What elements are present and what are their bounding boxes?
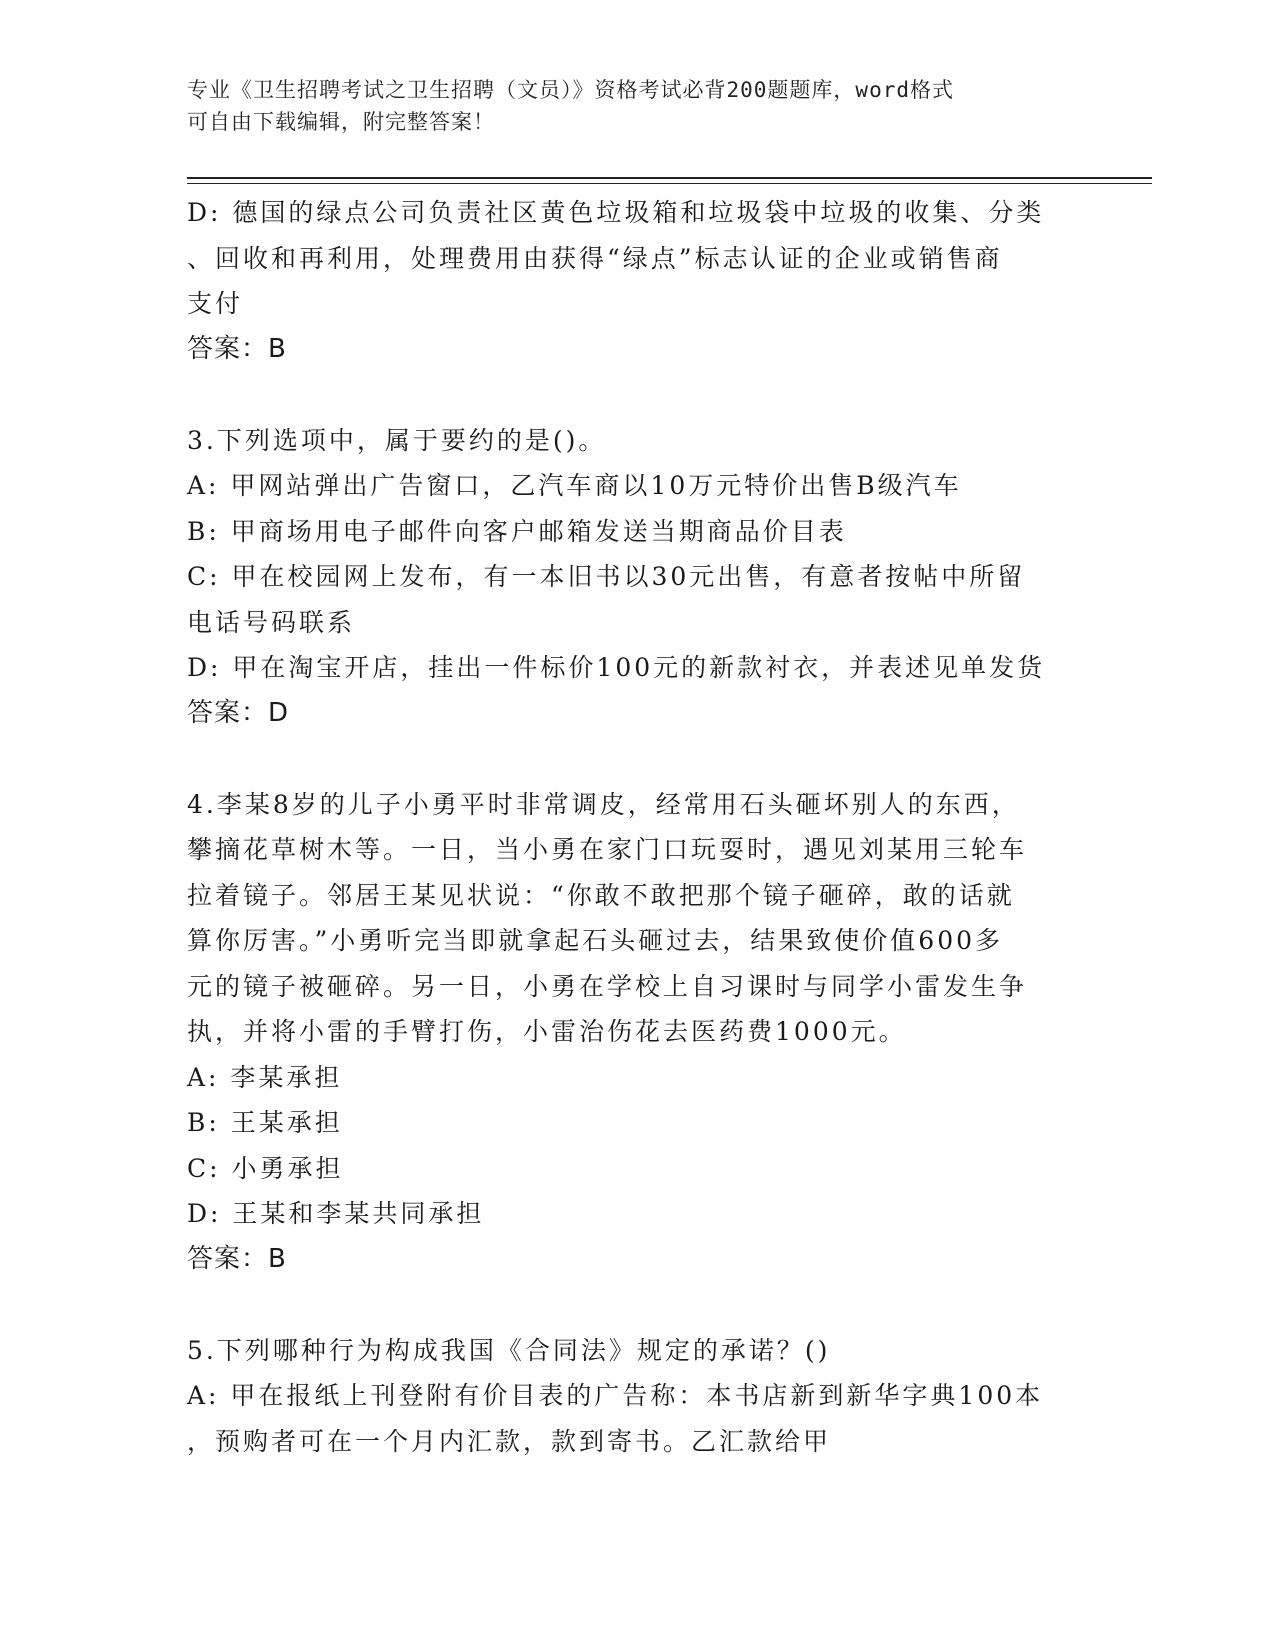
q4-option-d: D: 王某和李某共同承担 <box>187 1199 485 1228</box>
q4-question-line-4: 算你厉害。”小勇听完当即就拿起石头砸过去，结果致使价值600多 <box>187 926 1004 955</box>
q2-answer: 答案：B <box>187 333 287 364</box>
page-header <box>187 74 1067 138</box>
header-line-1: 专业《卫生招聘考试之卫生招聘（文员）》资格考试必背200题题库，word格式 <box>187 78 954 102</box>
q5-question: 5.下列哪种行为构成我国《合同法》规定的承诺？() <box>187 1335 831 1365</box>
q4-answer: 答案：B <box>187 1243 287 1274</box>
q4-option-a: A: 李某承担 <box>187 1062 343 1092</box>
q3-option-b: B: 甲商场用电子邮件向客户邮箱发送当期商品价目表 <box>187 516 847 546</box>
q3-option-a: A: 甲网站弹出广告窗口，乙汽车商以10万元特价出售B级汽车 <box>187 471 962 500</box>
q3-option-d: D: 甲在淘宝开店，挂出一件标价100元的新款衬衣，并表述见单发货 <box>187 653 1046 682</box>
question-content <box>187 190 1087 1464</box>
q2-option-d-line-3: 支付 <box>187 289 244 318</box>
q5-option-a-line-2: ，预购者可在一个月内汇款，款到寄书。乙汇款给甲 <box>187 1426 832 1456</box>
header-divider-thick <box>187 177 1152 179</box>
q4-question-line-2: 攀摘花草树木等。一日，当小勇在家门口玩耍时，遇见刘某用三轮车 <box>187 835 1028 864</box>
q4-option-b: B: 王某承担 <box>187 1108 343 1137</box>
q4-option-c: C: 小勇承担 <box>187 1153 344 1183</box>
header-line-2: 可自由下载编辑，附完整答案！ <box>187 110 495 134</box>
q3-option-c-line-1: C: 甲在校园网上发布，有一本旧书以30元出售，有意者按帖中所留 <box>187 562 1026 591</box>
q2-option-d-line-2: 、回收和再利用，处理费用由获得“绿点”标志认证的企业或销售商 <box>187 243 1003 273</box>
q3-option-c-line-2: 电话号码联系 <box>187 607 356 637</box>
header-divider-thin <box>187 183 1152 184</box>
q4-question-line-6: 执，并将小雷的手臂打伤，小雷治伤花去医药费1000元。 <box>187 1017 907 1046</box>
q5-option-a-line-1: A: 甲在报纸上刊登附有价目表的广告称：本书店新到新华字典100本 <box>187 1381 1044 1410</box>
q3-answer: 答案：D <box>187 697 290 728</box>
q4-question-line-5: 元的镜子被砸碎。另一日，小勇在学校上自习课时与同学小雷发生争 <box>187 971 1028 1001</box>
q4-question-line-1: 4.李某8岁的儿子小勇平时非常调皮，经常用石头砸坏别人的东西， <box>187 789 1020 819</box>
q2-option-d-line-1: D: 德国的绿点公司负责社区黄色垃圾箱和垃圾袋中垃圾的收集、分类 <box>187 198 1045 227</box>
q3-question: 3.下列选项中，属于要约的是()。 <box>187 425 607 455</box>
spacer <box>187 372 1087 418</box>
spacer <box>187 1282 1087 1328</box>
q4-question-line-3: 拉着镜子。邻居王某见状说：“你敢不敢把那个镜子砸碎，敢的话就 <box>187 880 1015 910</box>
spacer <box>187 736 1087 782</box>
